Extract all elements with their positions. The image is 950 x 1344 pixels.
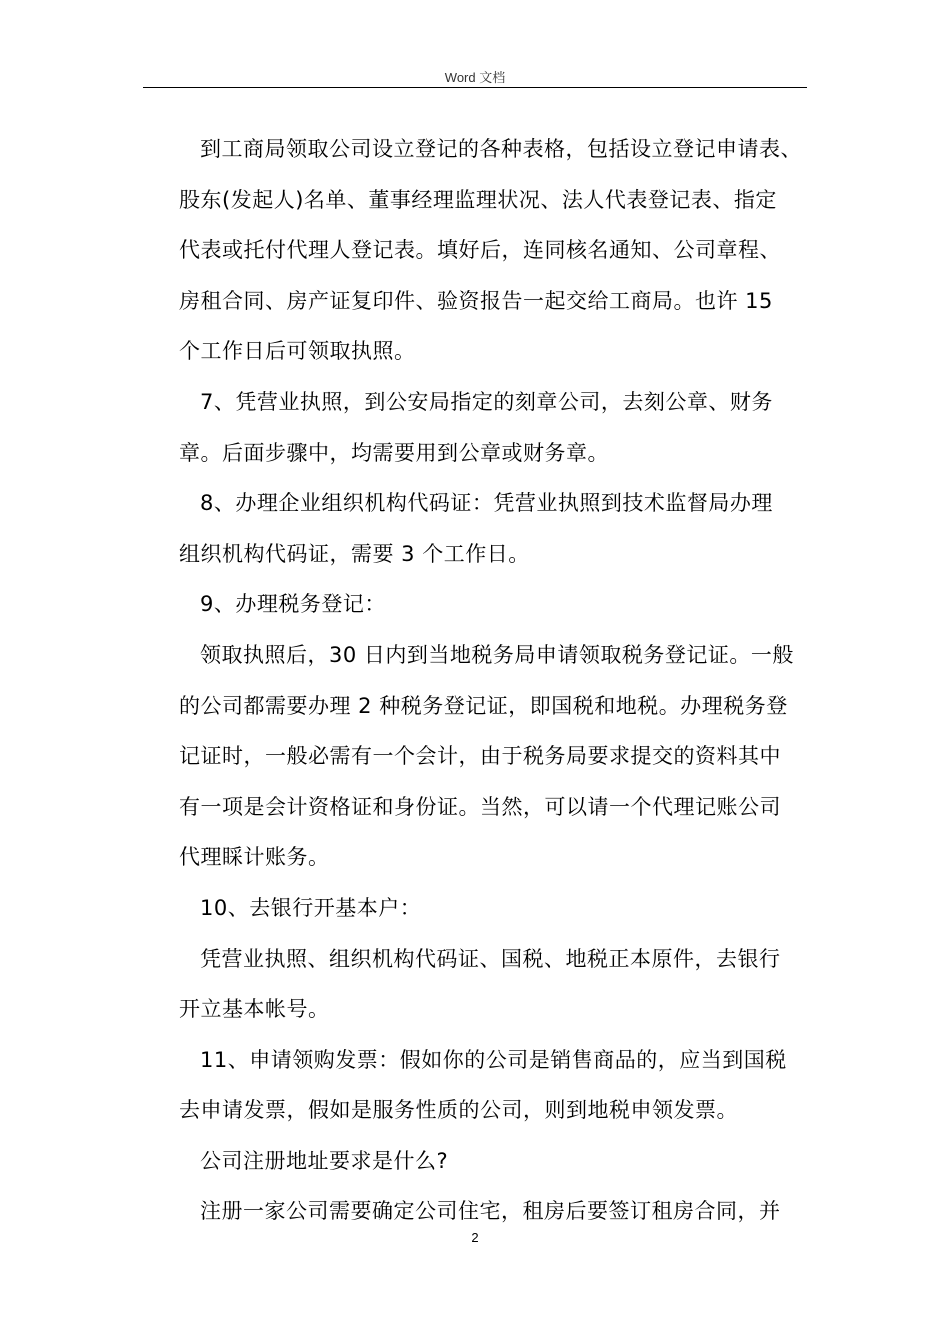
text-line: 8、办理企业组织机构代码证：凭营业执照到技术监督局办理	[200, 491, 773, 516]
text-line: 注册一家公司需要确定公司住宅，租房后要签订租房合同，并	[200, 1199, 781, 1224]
text-line: 领取执照后，30 日内到当地税务局申请领取税务登记证。一般	[200, 642, 794, 667]
text-line: 代理睬计账务。	[179, 845, 330, 870]
text-line: 到工商局领取公司设立登记的各种表格，包括设立登记申请表、	[200, 137, 802, 161]
text-line: 开立基本帐号。	[179, 997, 330, 1022]
text-line: 去申请发票，假如是服务性质的公司，则到地税申领发票。	[179, 1098, 738, 1123]
text-line: 房租合同、房产证复印件、验资报告一起交给工商局。也许 15	[179, 288, 773, 313]
page-number: 2	[471, 1230, 479, 1245]
text-line: 9、办理税务登记：	[200, 592, 386, 617]
text-line: 的公司都需要办理 2 种税务登记证，即国税和地税。办理税务登	[179, 693, 788, 718]
text-line: 股东(发起人)名单、董事经理监理状况、法人代表登记表、指定	[179, 187, 777, 212]
text-line: 个工作日后可领取执照。	[179, 339, 416, 364]
document-body	[179, 124, 811, 1237]
text-line: 组织机构代码证，需要 3 个工作日。	[179, 541, 530, 566]
text-line: 有一项是会计资格证和身份证。当然，可以请一个代理记账公司	[179, 794, 781, 819]
text-line: 代表或托付代理人登记表。填好后，连同核名通知、公司章程、	[179, 238, 781, 263]
text-line: 公司注册地址要求是什么?	[200, 1148, 449, 1173]
text-line: 11、申请领购发票：假如你的公司是销售商品的，应当到国税	[200, 1047, 787, 1072]
text-line: 7、凭营业执照，到公安局指定的刻章公司，去刻公章、财务	[200, 389, 773, 414]
text-line: 记证时，一般必需有一个会计，由于税务局要求提交的资料其中	[179, 744, 781, 769]
text-line: 10、去银行开基本户：	[200, 895, 422, 920]
document-header: Word 文档	[444, 70, 506, 85]
header-divider	[143, 87, 807, 88]
text-line: 章。后面步骤中，均需要用到公章或财务章。	[179, 440, 609, 465]
text-line: 凭营业执照、组织机构代码证、国税、地税正本原件，去银行	[200, 946, 781, 971]
